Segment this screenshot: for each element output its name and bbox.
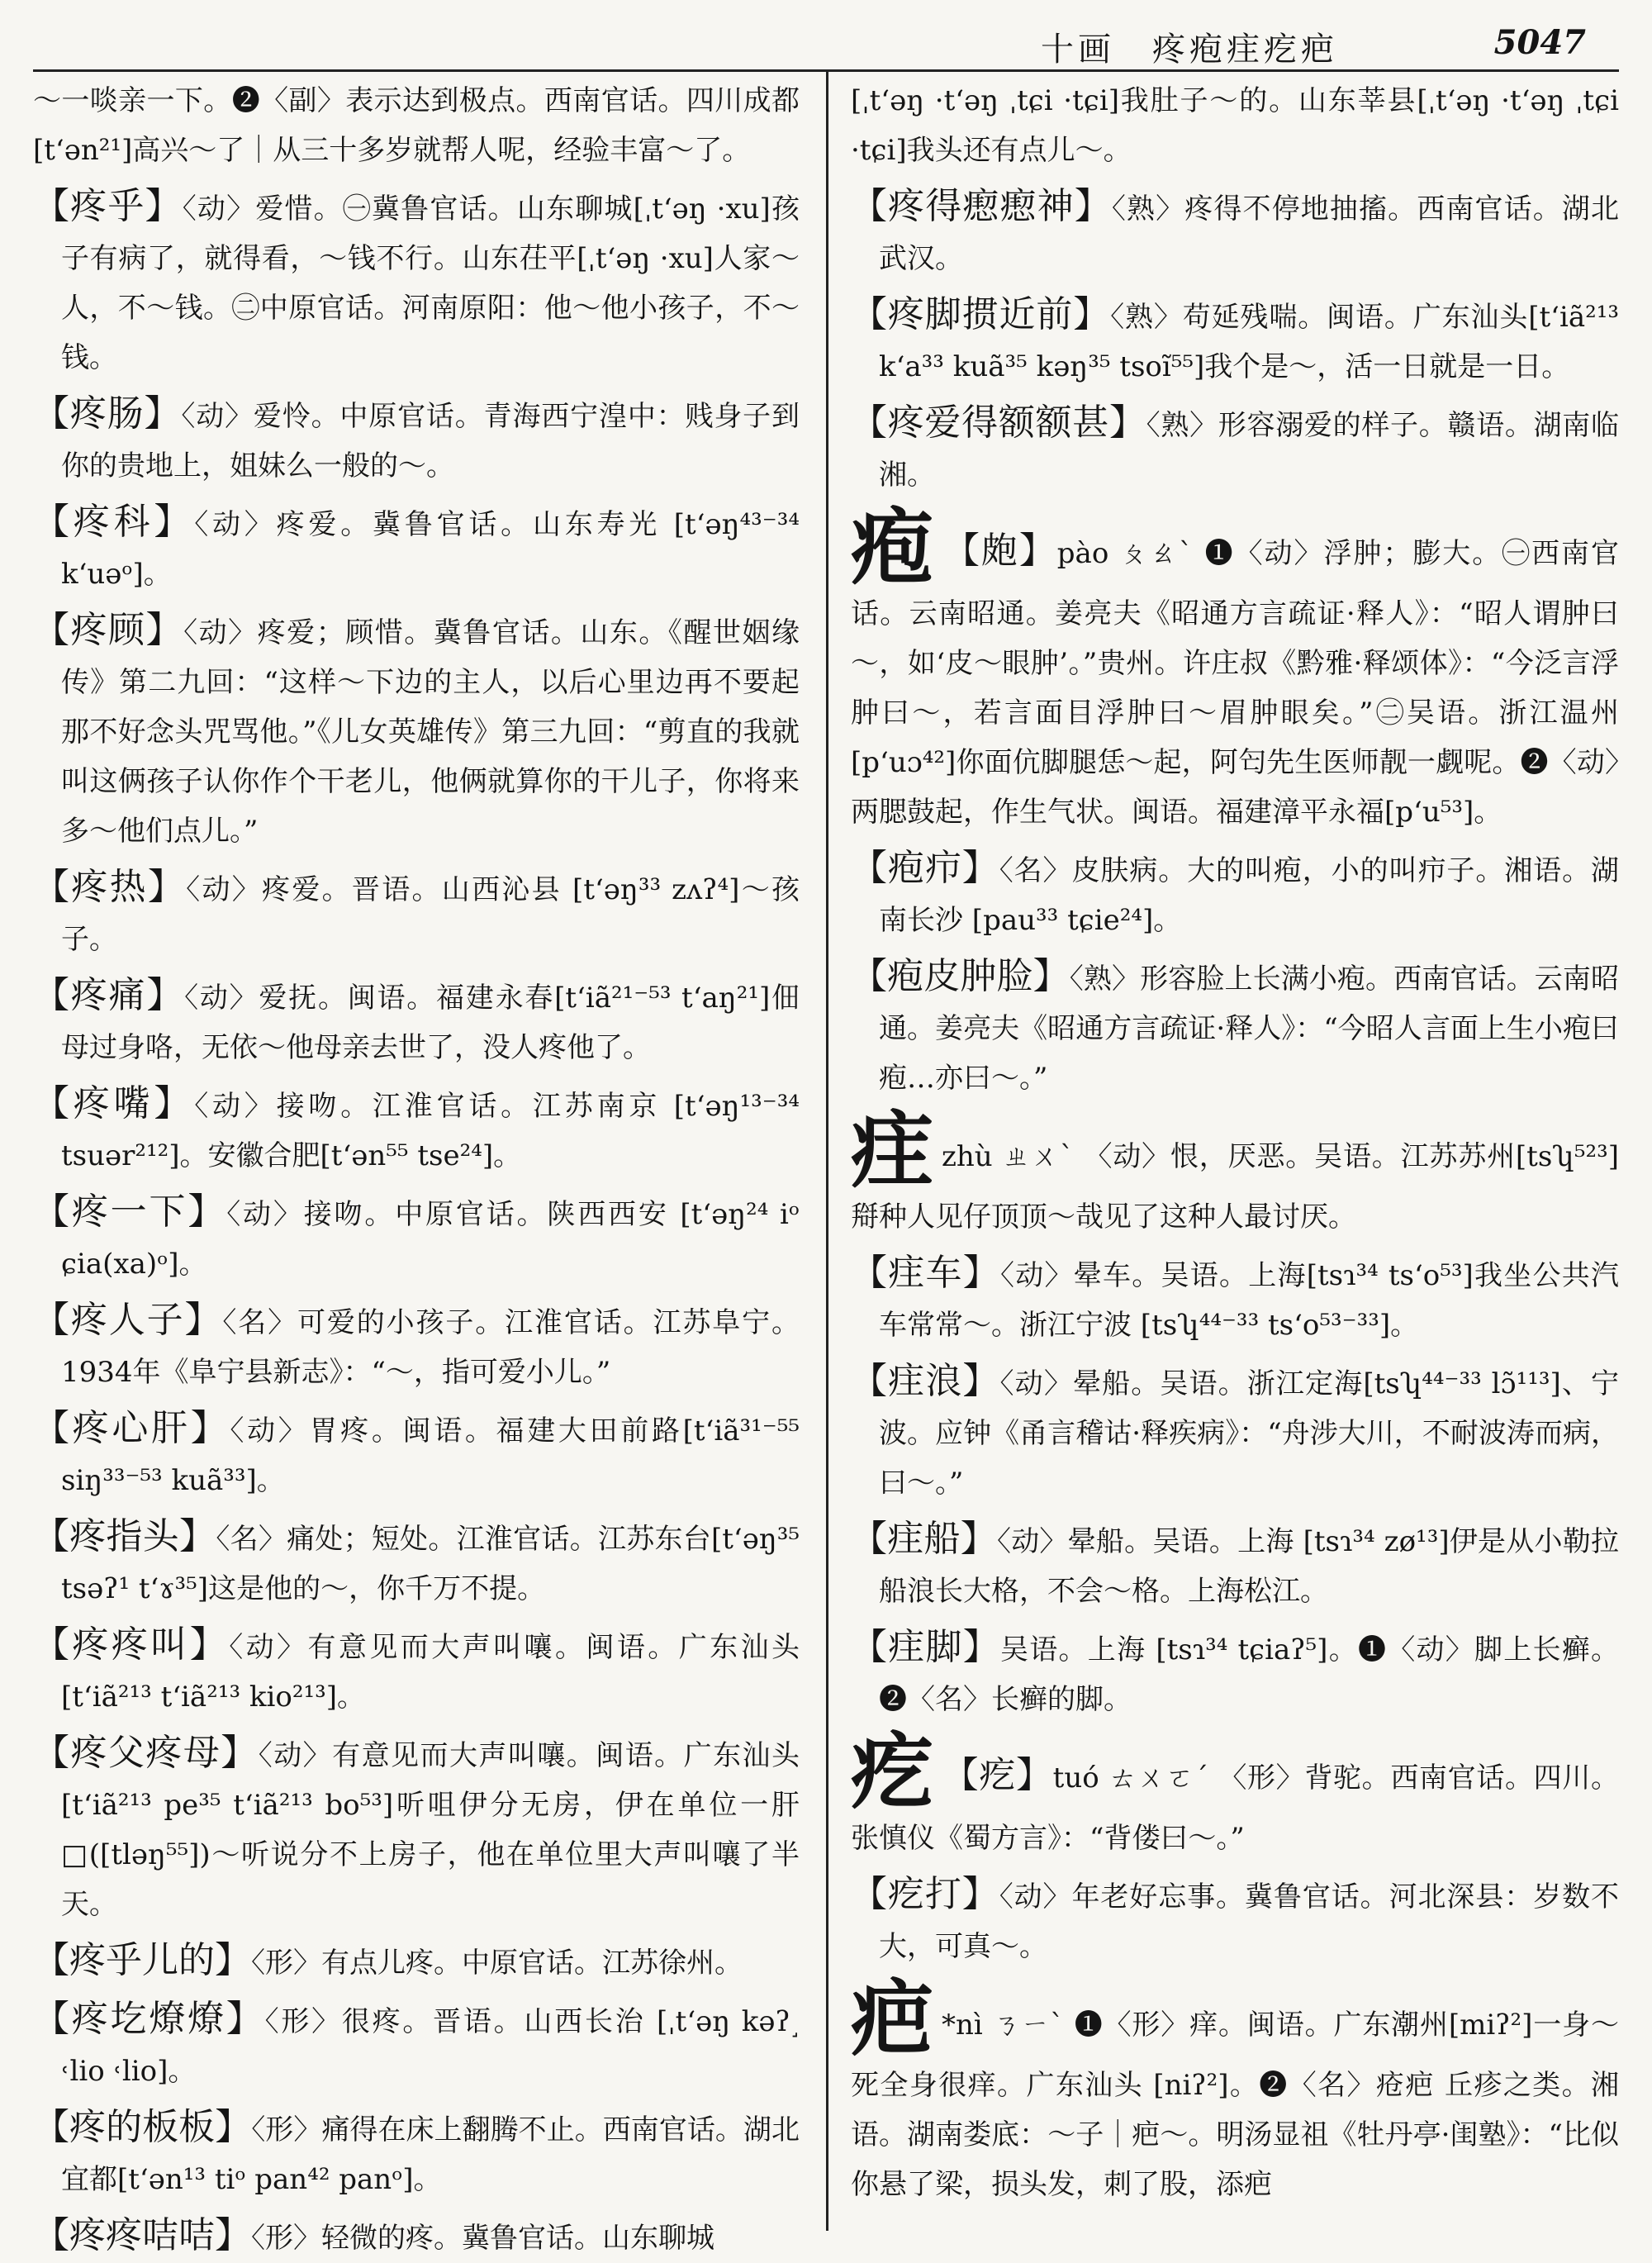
entry-definition: 〈动〉晕船。吴语。上海 [tsɿ³⁴ zø¹³]伊是从小勒拉船浪长大格，不会～格。上海松江。 [879, 1525, 1620, 1608]
entry-definition: pào ㄆㄠˋ ❶〈动〉浮肿；膨大。㊀西南官话。云南昭通。姜亮夫《昭通方言疏证·释人》：“昭人谓肿曰～，如‘皮～眼肿’。”贵州。许庄叔《黔雅·释颂体》：“今泛言浮肿曰～，若言面目浮肿曰～眉肿眼矣。”㊁吴语。浙江温州[pʻuɔ⁴²]你面伉脚腿恁～起，阿匄先生医师靓一觑呢。❷〈动〉两腮鼓起，作生气状。闽语。福建漳平永福[pʻu⁵³]。 [851, 537, 1619, 829]
headword-entry [851, 1102, 1619, 1242]
dictionary-entry [33, 1404, 800, 1505]
dictionary-entry [851, 182, 1619, 283]
entry-headword: 【疼一下】 [33, 1191, 227, 1233]
entry-definition: 〈名〉皮肤病。大的叫疱，小的叫疖子。湘语。湖南长沙 [pau³³ tɕie²⁴]。 [879, 854, 1620, 937]
entry-headword: 【疼得瘛瘛神】 [851, 185, 1112, 227]
entry-headword: 【疼嘴】 [33, 1082, 195, 1124]
entry-headword: 【疼热】 [33, 866, 187, 908]
dictionary-entry [33, 1296, 800, 1397]
entry-headword: 【疼科】 [33, 501, 195, 543]
header-title: 十画 疼疱疰疙疤 [1041, 31, 1338, 69]
dictionary-entry [33, 2211, 800, 2263]
entry-definition: 〈动〉疼爱；顾惜。冀鲁官话。山东。《醒世姻缘传》第二九回：“这样～下边的主人，以后心里边再不要起那不好念头咒骂他。”《儿女英雄传》第三九回：“剪直的我就叫这俩孩子认你作个干老儿，他俩就算你的干儿子，你将来多～他们点儿。” [61, 616, 800, 848]
dictionary-entry [851, 1514, 1619, 1616]
entry-headword: 【疼顾】 [33, 609, 184, 651]
headword-character: 疙 [851, 1723, 933, 1820]
entry-definition: 〈动〉疼爱。晋语。山西沁县 [tʻəŋ³³ zʌʔ⁴]～孩子。 [61, 873, 800, 956]
dictionary-entry [33, 1512, 800, 1614]
entry-headword: 【疰浪】 [851, 1360, 1000, 1402]
entry-definition: 〈动〉晕车。吴语。上海[tsɿ³⁴ tsʻo⁵³]我坐公共汽车常常～。浙江宁波 [tsʮ⁴⁴⁻³³ tsʻo⁵³⁻³³]。 [879, 1259, 1619, 1342]
headword-entry [851, 1723, 1619, 1863]
entry-headword: 【疼的板板】 [33, 2106, 252, 2148]
entry-headword: 【疼指头】 [33, 1515, 216, 1557]
entry-headword: 【疰脚】 [851, 1626, 1001, 1668]
entry-definition: 〈动〉胃疼。闽语。福建大田前路[tʻiã³¹⁻⁵⁵ siŋ³³⁻⁵³ kuã³³]。 [61, 1414, 800, 1497]
headword-character: 疤 [851, 1971, 933, 2067]
entry-definition: 〈动〉爱怜。中原官话。青海西宁湟中：贱身子到你的贵地上，姐妹么一般的～。 [61, 400, 800, 483]
dictionary-entry [33, 1620, 800, 1722]
entry-definition: 〈名〉可爱的小孩子。江淮官话。江苏阜宁。1934年《阜宁县新志》：“～，指可爱小儿。” [61, 1306, 800, 1389]
dictionary-entry [33, 497, 800, 599]
entry-definition: [ˌtʻəŋ ·tʻəŋ ˌtɕi ·tɕi]我肚子～的。山东莘县[ˌtʻəŋ ·tʻəŋ ˌtɕi ·tɕi]我头还有点儿～。 [851, 84, 1619, 167]
entry-definition: 〈动〉有意见而大声叫嚷。闽语。广东汕头[tʻiã²¹³ tʻiã²¹³ kio²¹³]。 [61, 1631, 800, 1714]
entry-headword: 【疼心肝】 [33, 1407, 230, 1449]
headword-character: 疱 [851, 499, 933, 596]
entry-definition: 〈动〉接吻。中原官话。陕西西安 [tʻəŋ²⁴ iᵒ ɕia(xa)ᵒ]。 [61, 1198, 800, 1281]
dictionary-entry [33, 606, 800, 856]
dictionary-entry [851, 1623, 1619, 1724]
dictionary-entry [33, 1187, 800, 1289]
entry-headword: 【疱皮肿脸】 [851, 955, 1070, 997]
entry-definition: 〈形〉有点儿疼。中原官话。江苏徐州。 [251, 1947, 743, 1980]
entry-headword: 【疰船】 [851, 1518, 997, 1560]
entry-definition: tuó ㄊㄨㄛˊ 〈形〉背驼。西南官话。四川。张慎仪《蜀方言》：“背偻曰～。” [851, 1761, 1619, 1855]
dictionary-entry [33, 971, 800, 1072]
entry-definition: 〈形〉痛得在床上翻腾不止。西南官话。湖北宜都[tʻən¹³ tiᵒ pan⁴² panᵒ]。 [61, 2113, 800, 2196]
entry-headword: 【疱疖】 [851, 847, 999, 889]
entry-headword: 【疼爱得额额甚】 [851, 402, 1146, 444]
dictionary-entry [851, 1870, 1619, 1971]
entry-definition: 〈熟〉形容溺爱的样子。赣语。湖南临湘。 [879, 409, 1620, 492]
entry-definition: 〈动〉年老好忘事。冀鲁官话。河北深县：岁数不大，可真～。 [879, 1880, 1620, 1963]
entry-headword: 【疼疼咭咭】 [33, 2214, 251, 2256]
headword-character: 疰 [851, 1102, 933, 1199]
dictionary-entry [33, 1728, 800, 1929]
entry-headword: 【疼肠】 [33, 392, 182, 435]
entry-definition: zhù ㄓㄨˋ 〈动〉恨，厌恶。吴语。江苏苏州[tsʮ⁵²³]搿种人见仔顶顶～哉见了这种人最讨厌。 [851, 1140, 1619, 1234]
entry-definition: 〈动〉晕船。吴语。浙江定海[tsʮ⁴⁴⁻³³ lɔ̃¹¹³]、宁波。应钟《甬言稽诂·释疾病》：“舟涉大川，不耐波涛而病，曰～。” [879, 1367, 1619, 1500]
entry-definition: *nì ㄋㄧˋ ❶〈形〉痒。闽语。广东潮州[miʔ²]一身～死全身很痒。广东汕头 [niʔ²]。❷〈名〉疮疤 丘疹之类。湘语。湖南娄底：～子｜疤～。明汤显祖《牡丹亭·闺塾》：“比似你悬了梁，损头发，刺了股，添疤 [851, 2009, 1619, 2201]
dictionary-entry [851, 1248, 1619, 1350]
entry-headword: 【疼疼叫】 [33, 1624, 230, 1666]
entry-definition: 吴语。上海 [tsɿ³⁴ tɕiaʔ⁵]。❶〈动〉脚上长癣。❷〈名〉长癣的脚。 [879, 1633, 1619, 1716]
entry-headword: 【疙打】 [851, 1873, 999, 1915]
headword-entry [851, 1971, 1619, 2209]
dictionary-entry [33, 1079, 800, 1181]
dictionary-entry [33, 182, 800, 383]
entry-headword: 【疙】 [942, 1754, 1053, 1796]
page-header [0, 0, 1652, 71]
entry-definition: 〈熟〉疼得不停地抽搐。西南官话。湖北武汉。 [879, 193, 1619, 275]
dictionary-entry [851, 290, 1619, 392]
dictionary-entry [33, 389, 800, 491]
dictionary-entry [851, 1357, 1619, 1508]
entry-definition: 〈动〉有意见而大声叫嚷。闽语。广东汕头[tʻiã²¹³ pe³⁵ tʻiã²¹³ bo⁵³]听咀伊分无房，伊在单位一肝□([tləŋ⁵⁵])～听说分不上房子，他在单位里大声叫嚷了半天。 [61, 1739, 800, 1921]
dictionary-entry [33, 863, 800, 964]
entry-headword: 【疰车】 [851, 1252, 1000, 1294]
entry-headword: 【疼乎】 [33, 185, 183, 227]
left-column [33, 76, 800, 2256]
entry-headword: 【皰】 [942, 530, 1057, 572]
continued-entry [851, 76, 1619, 175]
column-divider [826, 69, 828, 2231]
entry-headword: 【疼圪燎燎】 [33, 1998, 265, 2040]
entry-definition: 〈形〉轻微的疼。冀鲁官话。山东聊城 [251, 2222, 714, 2255]
continued-entry [33, 76, 800, 175]
entry-headword: 【疼痛】 [33, 974, 185, 1016]
dictionary-entry [851, 398, 1619, 500]
dictionary-entry [33, 1994, 800, 2096]
dictionary-entry [33, 1936, 800, 1988]
entry-headword: 【疼人子】 [33, 1299, 223, 1341]
entry-definition: 〈熟〉形容脸上长满小疱。西南官话。云南昭通。姜亮夫《昭通方言疏证·释人》：“今昭人言面上生小疱曰疱…亦曰～。” [879, 963, 1620, 1095]
dictionary-entry [851, 952, 1619, 1103]
headword-entry [851, 499, 1619, 837]
page-number: 5047 [1493, 23, 1586, 62]
entry-definition: ～一啖亲一下。❷〈副〉表示达到极点。西南官话。四川成都[tʻən²¹]高兴～了｜从三十多岁就帮人呢，经验丰富～了。 [33, 84, 800, 167]
entry-definition: 〈熟〉苟延残喘。闽语。广东汕头[tʻiã²¹³ kʻa³³ kuã³⁵ kəŋ³⁵ tsoĩ⁵⁵]我个是～，活一日就是一日。 [879, 301, 1619, 383]
dictionary-entry [851, 844, 1619, 945]
entry-headword: 【疼脚掼近前】 [851, 293, 1111, 335]
entry-definition: 〈动〉爱惜。㊀冀鲁官话。山东聊城[ˌtʻəŋ ·xu]孩子有病了，就得看，～钱不行。山东茌平[ˌtʻəŋ ·xu]人家～人，不～钱。㊁中原官话。河南原阳：他～他小孩子，不～钱。 [61, 193, 800, 374]
entry-definition: 〈名〉痛处；短处。江淮官话。江苏东台[tʻəŋ³⁵ tsəʔ¹ tʻɤ³⁵]这是他的～，你千万不提。 [61, 1523, 800, 1605]
entry-headword: 【疼父疼母】 [33, 1732, 259, 1774]
entry-definition: 〈形〉很疼。晋语。山西长治 [ˌtʻəŋ kəʔ˼ ˓lio ˓lio]。 [61, 2005, 800, 2088]
entry-definition: 〈动〉疼爱。冀鲁官话。山东寿光 [tʻəŋ⁴³⁻³⁴ kʻuəᵒ]。 [61, 508, 800, 591]
entry-headword: 【疼乎儿的】 [33, 1939, 251, 1981]
entry-definition: 〈动〉爱抚。闽语。福建永春[tʻiã²¹⁻⁵³ tʻaŋ²¹]佃母过身咯，无依～他母亲去世了，没人疼他了。 [61, 982, 800, 1064]
right-column [851, 76, 1619, 2224]
entry-definition: 〈动〉接吻。江淮官话。江苏南京 [tʻəŋ¹³⁻³⁴ tsuər²¹²]。安徽合肥[tʻən⁵⁵ tse²⁴]。 [61, 1090, 800, 1172]
dictionary-entry [33, 2103, 800, 2204]
